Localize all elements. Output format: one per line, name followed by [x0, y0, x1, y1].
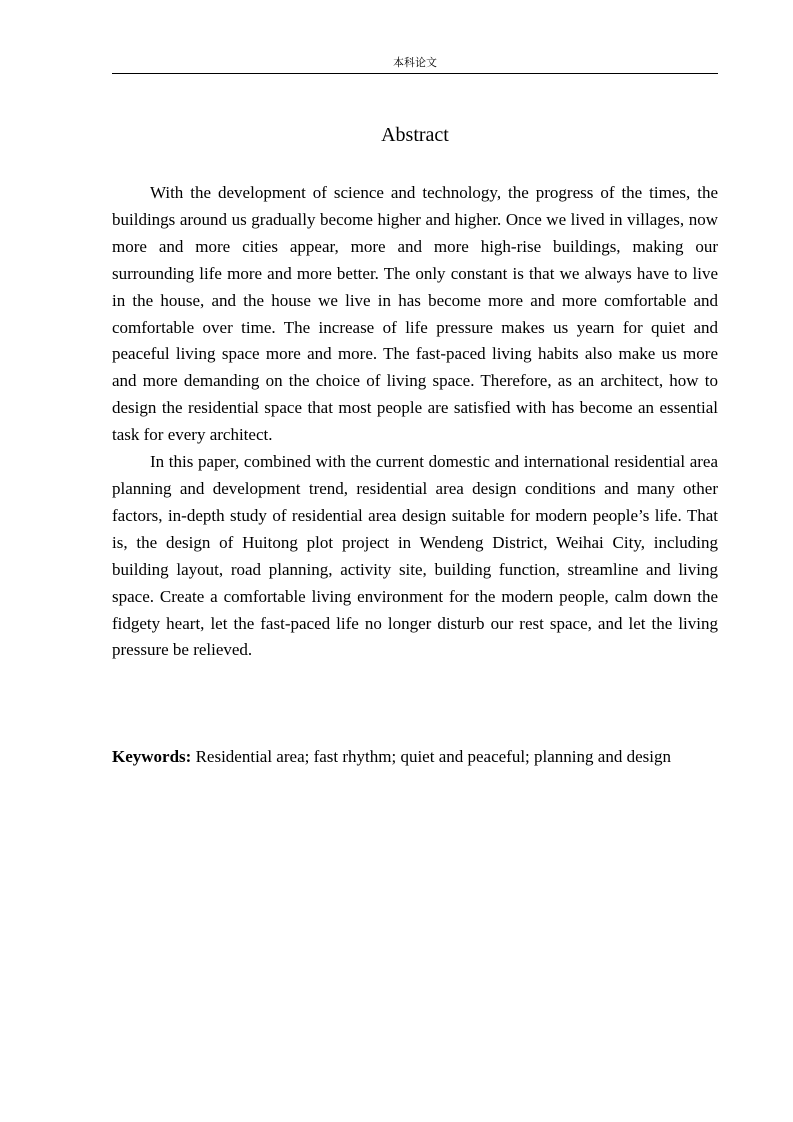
- abstract-paragraph-2: In this paper, combined with the current domestic and international residential area planning and development trend, residential area design conditions and many other factors, in-depth study of residential area design suitable for modern people’s life. That is, the design of Huitong plot project in Wendeng District, Weihai City, including building layout, road planning, activity site, building function, streamline and living space. Create a comfortable living environment for the modern people, calm down the fidgety heart, let the fast-paced life no longer disturb our rest space, and let the living pressure be relieved.: [112, 452, 718, 660]
- keywords: [112, 743, 718, 770]
- keywords-label: Keywords:: [112, 747, 192, 766]
- page-title: Abstract: [381, 124, 449, 146]
- abstract-paragraph-1: With the development of science and technology, the progress of the times, the buildings around us gradually become higher and higher. Once we lived in villages, now more and more cities appear, more and more high-rise buildings, making our surrounding life more and more better. The only constant is that we always have to live in the house, and the house we live in has become more and more comfortable and comfortable over time. The increase of life pressure makes us yearn for quiet and peaceful living space more and more. The fast-paced living habits also make us more and more demanding on the choice of living space. Therefore, as an architect, how to design the residential space that most people are satisfied with has become an essential task for every architect.: [112, 183, 718, 445]
- header-rule: [112, 73, 718, 74]
- page-header: 本科论文: [393, 56, 437, 69]
- abstract-body: [112, 180, 718, 664]
- keywords-text: Residential area; fast rhythm; quiet and peaceful; planning and design: [191, 747, 671, 766]
